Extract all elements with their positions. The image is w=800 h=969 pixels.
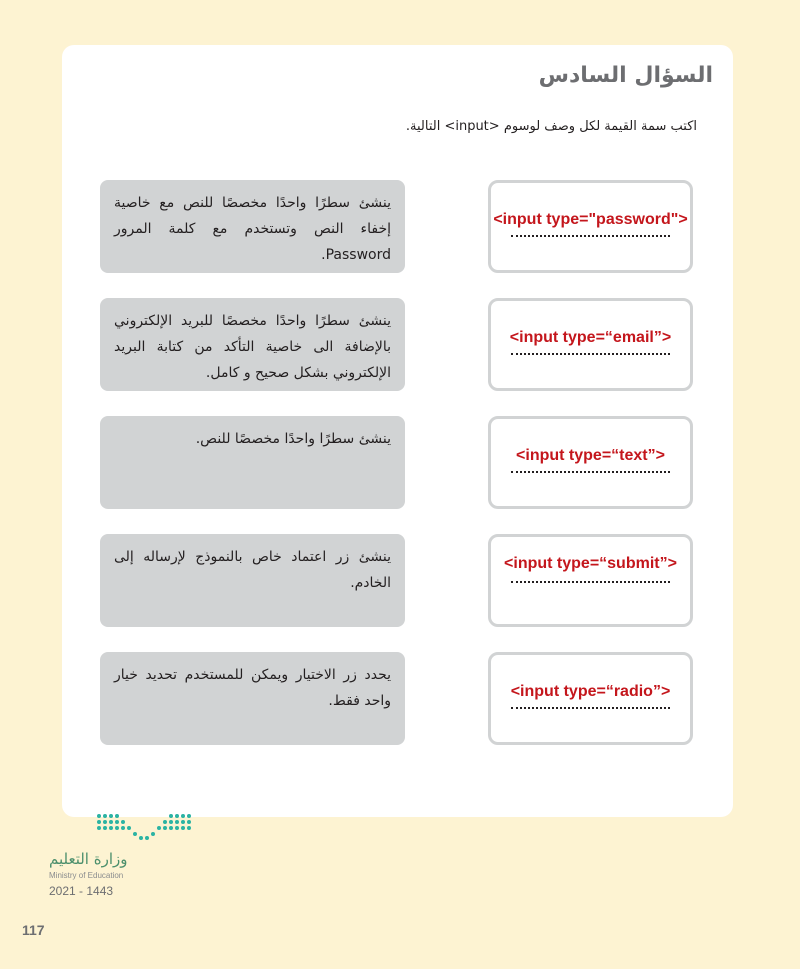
answer-box — [488, 534, 693, 627]
page-number: 117 — [22, 922, 45, 938]
description-box: ينشئ زر اعتماد خاص بالنموذج لإرساله إلى الخادم. — [100, 534, 405, 627]
answer-box — [488, 416, 693, 509]
description-box: ينشئ سطرًا واحدًا مخصصًا للبريد الإلكتروني بالإضافة الى خاصية التأكد من كتابة البريد الإلكتروني بشكل صحيح و كامل. — [100, 298, 405, 391]
answer-code: <input type="password"> — [493, 211, 688, 228]
question-title: السؤال السادس — [538, 63, 713, 88]
answer-code: <input type=“email”> — [509, 329, 672, 346]
ministry-name-arabic: وزارة التعليم — [49, 850, 128, 868]
dotted-answer-line — [511, 235, 670, 237]
dotted-answer-line — [511, 471, 670, 473]
answer-box — [488, 652, 693, 745]
answer-code: <input type=“text”> — [516, 447, 665, 464]
question-row — [62, 652, 733, 747]
description-box: ينشئ سطرًا واحدًا مخصصًا للنص مع خاصية إخفاء النص وتستخدم مع كلمة المرور Password. — [100, 180, 405, 273]
description-box: ينشئ سطرًا واحدًا مخصصًا للنص. — [100, 416, 405, 509]
question-row — [62, 180, 733, 275]
question-row — [62, 416, 733, 511]
question-row — [62, 534, 733, 629]
answer-code: <input type=“radio”> — [510, 683, 671, 700]
instruction-text: اكتب سمة القيمة لكل وصف لوسوم <input> التالية. — [405, 119, 697, 134]
ministry-year: 2021 - 1443 — [49, 884, 114, 898]
dotted-answer-line — [511, 353, 670, 355]
description-box: يحدد زر الاختيار ويمكن للمستخدم تحديد خيار واحد فقط. — [100, 652, 405, 745]
dotted-answer-line — [511, 707, 670, 709]
dotted-answer-line — [511, 581, 670, 583]
ministry-logo-dots-icon — [95, 812, 193, 842]
answer-box — [488, 298, 693, 391]
worksheet-card — [62, 45, 733, 817]
answer-code: <input type=“submit”> — [504, 555, 677, 572]
answer-box — [488, 180, 693, 273]
question-row — [62, 298, 733, 393]
ministry-name-english: Ministry of Education — [49, 871, 124, 880]
